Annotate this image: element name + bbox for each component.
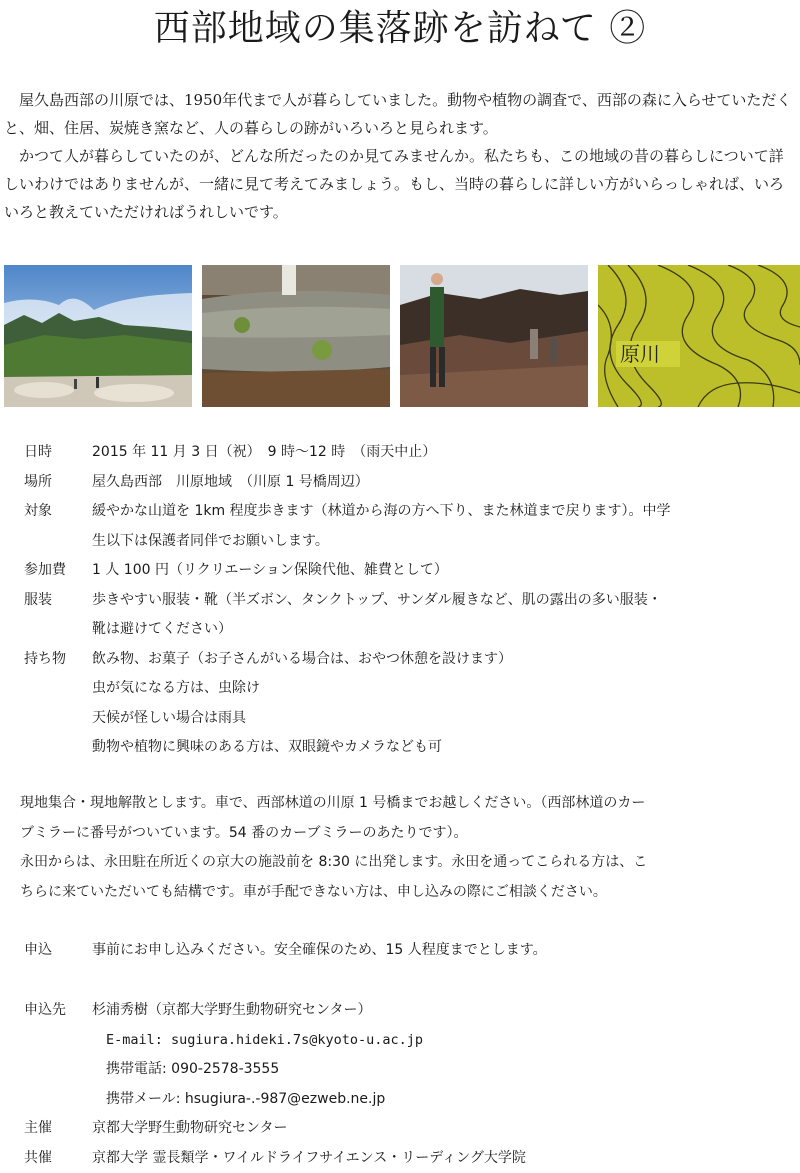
contact-info — [24, 996, 794, 1173]
detail-items — [24, 645, 794, 763]
intro — [4, 86, 796, 226]
page-title: 西部地域の集落跡を訪ねて ② — [0, 6, 800, 52]
items-line: 虫が気になる方は、虫除け — [92, 674, 794, 704]
items-line: 動物や植物に興味のある方は、双眼鏡やカメラなども可 — [92, 733, 794, 763]
detail-clothing — [24, 586, 794, 645]
target-line: 生以下は保護者同伴でお願いします。 — [92, 527, 794, 557]
detail-datetime — [24, 438, 794, 468]
clothing-line: 歩きやすい服装・靴（半ズボン、タンクトップ、サンダル履きなど、肌の露出の多い服装・ — [92, 586, 794, 616]
meeting-line: 永田からは、永田駐在所近くの京大の施設前を 8:30 に出発します。永田を通ってこられる方は、こ — [20, 848, 796, 878]
mountain-landscape-photo — [4, 265, 192, 407]
contact-email-link[interactable]: E-mail: sugiura.hideki.7s@kyoto-u.ac.jp — [24, 1026, 794, 1056]
apply-value: 事前にお申し込みください。安全確保のため、15 人程度までとします。 — [92, 936, 794, 966]
contact-label: 申込先 — [24, 996, 92, 1026]
intro-paragraph-2: かつて人が暮らしていたのが、どんな所だったのか見てみませんか。私たちも、この地域の昔の暮らしについて詳しいわけではありませんが、一緒に見て考えてみましょう。もし、当時の暮らしに詳しい方がいらっしゃれば、いろいろと教えていただければうれしいです。 — [4, 142, 796, 226]
meeting-line: ちらに来ていただいても結構です。車が手配できない方は、申し込みの際にご相談ください。 — [20, 878, 796, 908]
co-organizer-label: 共催 — [24, 1144, 92, 1173]
meeting-info — [20, 789, 796, 907]
organizer-value: 京都大学野生動物研究センター — [92, 1114, 794, 1144]
co-organizer-row — [24, 1144, 794, 1173]
contact-mobile-mail: 携帯メール: hsugiura-.-987@ezweb.ne.jp — [24, 1085, 794, 1115]
place-value: 屋久島西部 川原地域 （川原 1 号橋周辺） — [92, 468, 794, 498]
clothing-line: 靴は避けてください） — [92, 615, 794, 645]
fee-label: 参加費 — [24, 556, 92, 586]
contour-map-photo — [598, 265, 800, 407]
items-label: 持ち物 — [24, 645, 92, 763]
contact-phone: 携帯電話: 090-2578-3555 — [24, 1055, 794, 1085]
detail-target — [24, 497, 794, 556]
organizer-row — [24, 1114, 794, 1144]
event-details — [24, 438, 794, 763]
target-line: 緩やかな山道を 1km 程度歩きます（林道から海の方へ下り、また林道まで戻ります）。中学 — [92, 497, 794, 527]
map-label: 原川 — [620, 342, 660, 366]
application-info — [24, 936, 794, 966]
place-label: 場所 — [24, 468, 92, 498]
meeting-line: ブミラーに番号がついています。54 番のカーブミラーのあたりです）。 — [20, 819, 796, 849]
detail-place — [24, 468, 794, 498]
clothing-label: 服装 — [24, 586, 92, 645]
items-line: 飲み物、お菓子（お子さんがいる場合は、おやつ休憩を設けます） — [92, 645, 794, 675]
organizer-label: 主催 — [24, 1114, 92, 1144]
contact-name: 杉浦秀樹（京都大学野生動物研究センター） — [92, 996, 794, 1026]
target-label: 対象 — [24, 497, 92, 556]
datetime-value: 2015 年 11 月 3 日（祝） 9 時～12 時 （雨天中止） — [92, 438, 794, 468]
apply-label: 申込 — [24, 936, 92, 966]
meeting-line: 現地集合・現地解散とします。車で、西部林道の川原 1 号橋までお越しください。（西部林道のカー — [20, 789, 796, 819]
co-organizer-value: 京都大学 霊長類学・ワイルドライフサイエンス・リーディング大学院 — [92, 1144, 794, 1173]
fee-value: 1 人 100 円（リクリエーション保険代他、雑費として） — [92, 556, 794, 586]
photo-strip — [4, 265, 800, 407]
detail-fee — [24, 556, 794, 586]
items-line: 天候が怪しい場合は雨具 — [92, 704, 794, 734]
datetime-label: 日時 — [24, 438, 92, 468]
mossy-log-photo — [202, 265, 390, 407]
rocky-shore-photo — [400, 265, 588, 407]
intro-paragraph-1: 屋久島西部の川原では、1950年代まで人が暮らしていました。動物や植物の調査で、西部の森に入らせていただくと、畑、住居、炭焼き窯など、人の暮らしの跡がいろいろと見られます。 — [4, 86, 796, 142]
